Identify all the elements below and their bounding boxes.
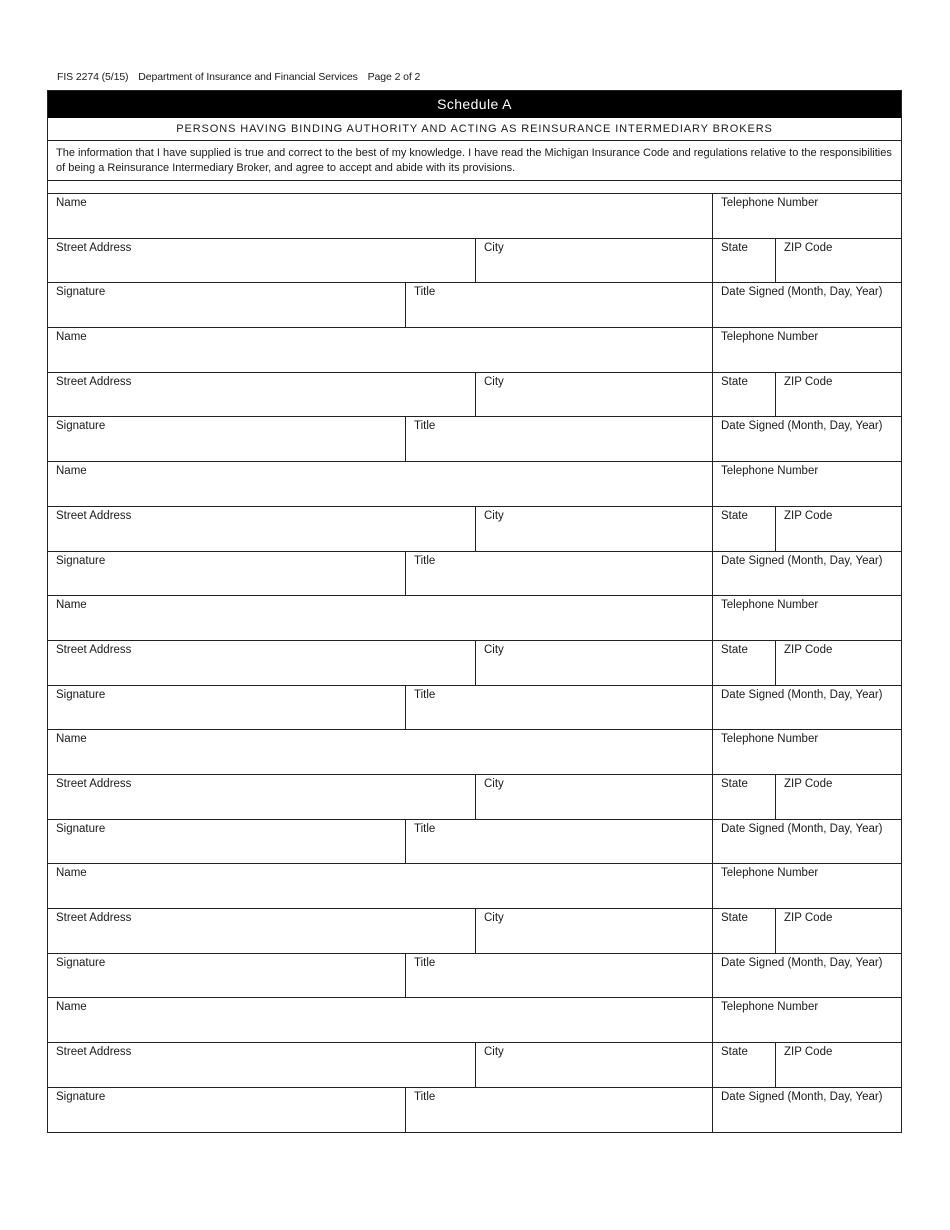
- zip-code-field[interactable]: [776, 775, 901, 819]
- street-address-field[interactable]: [48, 775, 476, 819]
- telephone-label: Telephone Number: [721, 1001, 819, 1014]
- city-field[interactable]: [476, 239, 713, 283]
- street-address-label: Street Address: [56, 643, 132, 656]
- signature-label: Signature: [56, 554, 106, 567]
- schedule-a-form: [47, 90, 902, 1133]
- signature-field[interactable]: [48, 417, 406, 461]
- street-address-field[interactable]: [48, 239, 476, 283]
- signature-label: Signature: [56, 286, 106, 299]
- title-label: Title: [414, 420, 436, 433]
- title-field[interactable]: [406, 283, 713, 327]
- form-number: FIS 2274 (5/15): [57, 71, 129, 83]
- schedule-title: Schedule A: [48, 91, 901, 118]
- signature-field[interactable]: [48, 686, 406, 730]
- title-field[interactable]: [406, 552, 713, 596]
- date-signed-label: Date Signed (Month, Day, Year): [721, 688, 883, 701]
- telephone-label: Telephone Number: [721, 599, 819, 612]
- state-field[interactable]: [713, 507, 776, 551]
- state-field[interactable]: [713, 1043, 776, 1087]
- signature-field[interactable]: [48, 954, 406, 998]
- city-label: City: [484, 777, 504, 790]
- name-field[interactable]: [48, 730, 713, 774]
- zip-code-label: ZIP Code: [784, 241, 833, 254]
- telephone-field[interactable]: [713, 462, 901, 506]
- telephone-field[interactable]: [713, 194, 901, 238]
- name-label: Name: [56, 1001, 87, 1014]
- street-address-label: Street Address: [56, 509, 132, 522]
- state-label: State: [721, 912, 748, 924]
- zip-code-field[interactable]: [776, 239, 901, 283]
- attestation-text: The information that I have supplied is true and correct to the best of my knowledge. I have read the Michigan Insurance Code and regulations relative to the responsibilities of being a Reinsurance Intermediary Broker, and agree to accept and abide with its provisions.: [48, 141, 901, 181]
- title-label: Title: [414, 822, 436, 835]
- address-row: [48, 239, 901, 284]
- city-field[interactable]: [476, 775, 713, 819]
- name-row: [48, 730, 901, 775]
- state-label: State: [721, 375, 748, 388]
- name-row: [48, 462, 901, 507]
- state-label: State: [721, 643, 748, 656]
- department-name: Department of Insurance and Financial Services: [138, 71, 358, 83]
- telephone-field[interactable]: [713, 730, 901, 774]
- title-field[interactable]: [406, 686, 713, 730]
- signature-label: Signature: [56, 1090, 106, 1103]
- telephone-label: Telephone Number: [721, 465, 819, 478]
- street-address-field[interactable]: [48, 641, 476, 685]
- zip-code-label: ZIP Code: [784, 1046, 833, 1059]
- title-field[interactable]: [406, 820, 713, 864]
- zip-code-label: ZIP Code: [784, 777, 833, 790]
- title-label: Title: [414, 688, 436, 701]
- telephone-field[interactable]: [713, 328, 901, 372]
- name-row: [48, 596, 901, 641]
- telephone-field[interactable]: [713, 596, 901, 640]
- state-field[interactable]: [713, 373, 776, 417]
- street-address-field[interactable]: [48, 507, 476, 551]
- name-label: Name: [56, 733, 87, 746]
- schedule-subtitle: PERSONS HAVING BINDING AUTHORITY AND ACTING AS REINSURANCE INTERMEDIARY BROKERS: [48, 118, 901, 141]
- telephone-label: Telephone Number: [721, 197, 819, 209]
- zip-code-label: ZIP Code: [784, 375, 833, 388]
- name-label: Name: [56, 465, 87, 478]
- street-address-field[interactable]: [48, 373, 476, 417]
- state-field[interactable]: [713, 641, 776, 685]
- telephone-label: Telephone Number: [721, 867, 819, 880]
- name-label: Name: [56, 867, 87, 880]
- form-header: [57, 71, 427, 83]
- signature-label: Signature: [56, 420, 106, 433]
- street-address-label: Street Address: [56, 777, 132, 790]
- date-signed-field[interactable]: [713, 820, 901, 864]
- date-signed-field[interactable]: [713, 552, 901, 596]
- zip-code-field[interactable]: [776, 909, 901, 953]
- zip-code-field[interactable]: [776, 507, 901, 551]
- city-field[interactable]: [476, 1043, 713, 1087]
- address-row: [48, 1043, 901, 1088]
- city-field[interactable]: [476, 909, 713, 953]
- street-address-label: Street Address: [56, 1046, 132, 1059]
- date-signed-label: Date Signed (Month, Day, Year): [721, 1090, 883, 1103]
- street-address-field[interactable]: [48, 1043, 476, 1087]
- address-row: [48, 373, 901, 418]
- name-row: [48, 998, 901, 1043]
- zip-code-label: ZIP Code: [784, 509, 833, 522]
- city-label: City: [484, 1046, 504, 1059]
- signature-row: [48, 686, 901, 731]
- title-field[interactable]: [406, 417, 713, 461]
- signature-field[interactable]: [48, 552, 406, 596]
- zip-code-field[interactable]: [776, 373, 901, 417]
- street-address-label: Street Address: [56, 241, 132, 254]
- telephone-label: Telephone Number: [721, 331, 819, 344]
- broker-entries: [48, 194, 901, 1132]
- title-label: Title: [414, 554, 436, 567]
- address-row: [48, 641, 901, 686]
- signature-row: [48, 1088, 901, 1133]
- address-row: [48, 507, 901, 552]
- city-field[interactable]: [476, 641, 713, 685]
- name-field[interactable]: [48, 864, 713, 908]
- city-label: City: [484, 241, 504, 254]
- street-address-label: Street Address: [56, 912, 132, 924]
- telephone-label: Telephone Number: [721, 733, 819, 746]
- state-field[interactable]: [713, 775, 776, 819]
- city-field[interactable]: [476, 373, 713, 417]
- city-label: City: [484, 643, 504, 656]
- name-field[interactable]: [48, 194, 713, 238]
- name-field[interactable]: [48, 596, 713, 640]
- date-signed-field[interactable]: [713, 686, 901, 730]
- signature-label: Signature: [56, 956, 106, 969]
- name-label: Name: [56, 197, 87, 209]
- date-signed-label: Date Signed (Month, Day, Year): [721, 420, 883, 433]
- signature-row: [48, 954, 901, 999]
- name-row: [48, 864, 901, 909]
- city-field[interactable]: [476, 507, 713, 551]
- signature-field[interactable]: [48, 283, 406, 327]
- date-signed-field[interactable]: [713, 1088, 901, 1133]
- city-label: City: [484, 912, 504, 924]
- zip-code-field[interactable]: [776, 641, 901, 685]
- signature-row: [48, 283, 901, 328]
- date-signed-label: Date Signed (Month, Day, Year): [721, 286, 883, 299]
- date-signed-field[interactable]: [713, 283, 901, 327]
- address-row: [48, 775, 901, 820]
- signature-row: [48, 417, 901, 462]
- date-signed-label: Date Signed (Month, Day, Year): [721, 956, 883, 969]
- name-label: Name: [56, 331, 87, 344]
- name-row: [48, 328, 901, 373]
- title-field[interactable]: [406, 1088, 713, 1133]
- street-address-label: Street Address: [56, 375, 132, 388]
- title-field[interactable]: [406, 954, 713, 998]
- state-label: State: [721, 777, 748, 790]
- zip-code-field[interactable]: [776, 1043, 901, 1087]
- name-field[interactable]: [48, 328, 713, 372]
- date-signed-label: Date Signed (Month, Day, Year): [721, 554, 883, 567]
- page-indicator: Page 2 of 2: [367, 71, 421, 83]
- signature-field[interactable]: [48, 820, 406, 864]
- name-label: Name: [56, 599, 87, 612]
- city-label: City: [484, 509, 504, 522]
- name-field[interactable]: [48, 998, 713, 1042]
- telephone-field[interactable]: [713, 998, 901, 1042]
- title-label: Title: [414, 1090, 436, 1103]
- name-field[interactable]: [48, 462, 713, 506]
- city-label: City: [484, 375, 504, 388]
- title-label: Title: [414, 956, 436, 969]
- state-field[interactable]: [713, 909, 776, 953]
- street-address-field[interactable]: [48, 909, 476, 953]
- signature-field[interactable]: [48, 1088, 406, 1133]
- signature-row: [48, 552, 901, 597]
- signature-label: Signature: [56, 822, 106, 835]
- telephone-field[interactable]: [713, 864, 901, 908]
- spacer-row: [48, 181, 901, 194]
- date-signed-label: Date Signed (Month, Day, Year): [721, 822, 883, 835]
- state-label: State: [721, 241, 748, 254]
- title-label: Title: [414, 286, 436, 299]
- name-row: [48, 194, 901, 239]
- date-signed-field[interactable]: [713, 417, 901, 461]
- signature-row: [48, 820, 901, 865]
- zip-code-label: ZIP Code: [784, 912, 833, 924]
- state-field[interactable]: [713, 239, 776, 283]
- signature-label: Signature: [56, 688, 106, 701]
- state-label: State: [721, 1046, 748, 1059]
- date-signed-field[interactable]: [713, 954, 901, 998]
- address-row: [48, 909, 901, 954]
- zip-code-label: ZIP Code: [784, 643, 833, 656]
- state-label: State: [721, 509, 748, 522]
